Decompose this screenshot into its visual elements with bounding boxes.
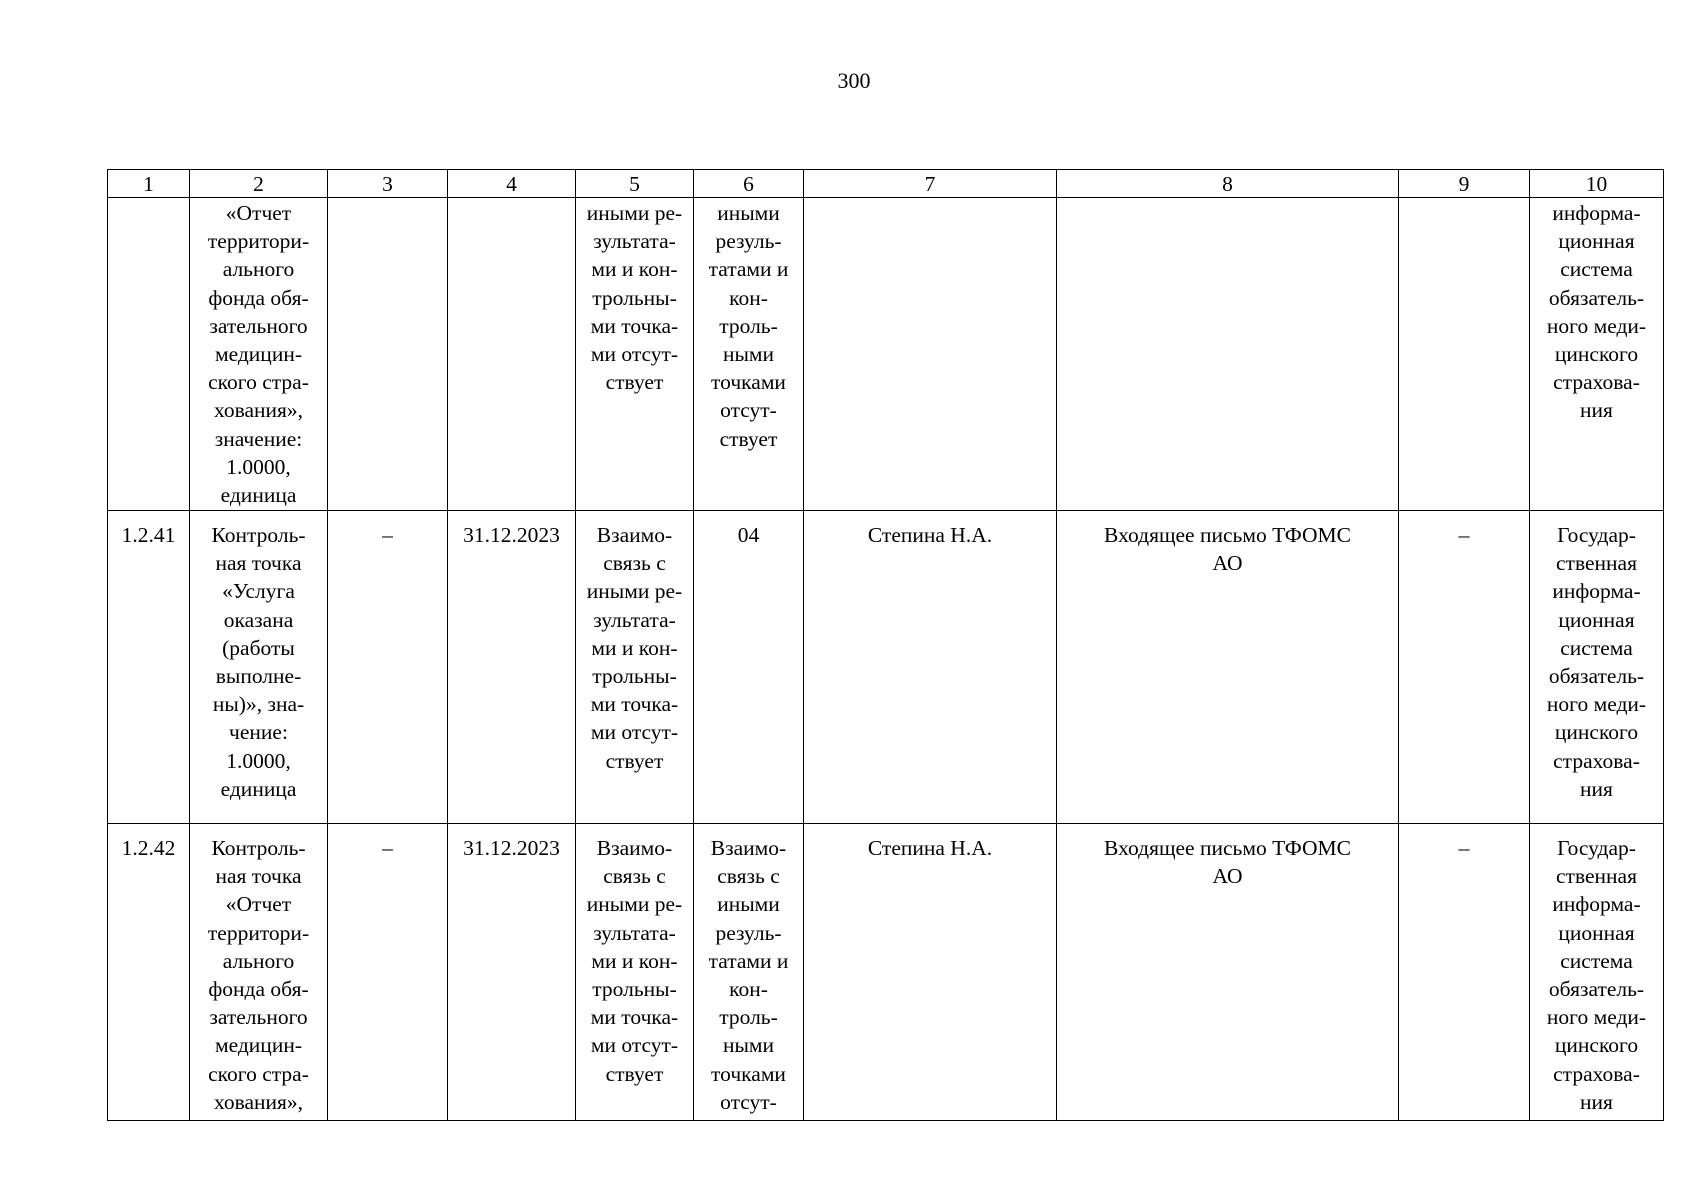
cell-text: Входящее письмо ТФОМС АО (1104, 523, 1351, 576)
cell-text: Государ- ственная информа- ционная система обязатель- ного меди- цинского страхова- ния (1546, 836, 1647, 1114)
cell-text: – (1458, 523, 1470, 547)
table-cell (694, 511, 804, 824)
cell-text: Взаимо- связь с иными ре- зультата- ми и кон- трольны- ми точка- ми отсут- ствует (586, 836, 683, 1086)
cell-text: Взаимо- связь с иными ре- зультата- ми и кон- трольны- ми точка- ми отсут- ствует (586, 523, 683, 773)
table-cell (576, 511, 694, 824)
page-number: 300 (837, 68, 871, 93)
table-cell (804, 511, 1057, 824)
column-header: 9 (1399, 170, 1530, 198)
table-cell (108, 824, 190, 1121)
table-cell (190, 198, 328, 511)
table-cell (190, 824, 328, 1121)
row-number: 1.2.42 (121, 836, 176, 860)
table-cell (108, 511, 190, 824)
table-row (108, 824, 1664, 1121)
cell-text: 04 (737, 523, 760, 547)
cell-text: иными резуль- татами и кон- троль- ными точками отсут- ствует (708, 201, 789, 451)
cell-text: информа- ционная система обязатель- ного меди- цинского страхова- ния (1546, 201, 1647, 423)
cell-text (330, 198, 445, 199)
cell-text: Входящее письмо ТФОМС АО (1104, 836, 1351, 889)
table-cell (1057, 198, 1399, 511)
table-cell (448, 824, 576, 1121)
date-text: 31.12.2023 (463, 836, 560, 860)
cell-text: – (382, 523, 393, 547)
cell-text: Контроль- ная точка «Отчет территори- ального фонда обя- зательного медицин- ского стра- хования», (207, 836, 310, 1114)
date-text: 31.12.2023 (463, 523, 560, 547)
document-table (107, 169, 1664, 1121)
responsible-name: Степина Н.А. (867, 836, 993, 860)
table-cell (328, 511, 448, 824)
table-cell (328, 198, 448, 511)
cell-text: Государ- ственная информа- ционная система обязатель- ного меди- цинского страхова- ния (1546, 523, 1647, 801)
column-header: 10 (1530, 170, 1664, 198)
cell-text (110, 198, 187, 199)
column-header: 5 (576, 170, 694, 198)
responsible-name: Степина Н.А. (867, 523, 993, 547)
table-cell (1399, 198, 1530, 511)
cell-text: Взаимо- связь с иными резуль- татами и кон- троль- ными точками отсут- (708, 836, 789, 1114)
column-header: 7 (804, 170, 1057, 198)
cell-text: иными ре- зультата- ми и кон- трольны- ми точка- ми отсут- ствует (586, 201, 683, 395)
column-header: 6 (694, 170, 804, 198)
table-cell (190, 511, 328, 824)
cell-text: «Отчет территори- ального фонда обя- зательного медицин- ского стра- хования», значение: 1.0000, единица (207, 201, 310, 508)
cell-text (806, 198, 1054, 199)
column-header: 3 (328, 170, 448, 198)
table-cell (1530, 511, 1664, 824)
table-cell (108, 198, 190, 511)
table-cell (448, 511, 576, 824)
column-header: 1 (108, 170, 190, 198)
table-cell (448, 198, 576, 511)
column-header: 2 (190, 170, 328, 198)
cell-text: – (1458, 836, 1470, 860)
table-cell (1530, 198, 1664, 511)
table-row (108, 511, 1664, 824)
table-cell (694, 198, 804, 511)
table-row (108, 198, 1664, 511)
cell-text: Контроль- ная точка «Услуга оказана (работы выполне- ны)», зна- чение: 1.0000, единица (211, 523, 306, 801)
table-cell (328, 824, 448, 1121)
column-header: 8 (1057, 170, 1399, 198)
table-cell (1399, 511, 1530, 824)
cell-text (450, 198, 573, 199)
table-cell (804, 198, 1057, 511)
cell-text (1059, 198, 1396, 199)
column-header: 4 (448, 170, 576, 198)
table-cell (576, 198, 694, 511)
table-cell (1530, 824, 1664, 1121)
cell-text (1401, 198, 1527, 199)
table-cell (576, 824, 694, 1121)
table-cell (1057, 511, 1399, 824)
row-number: 1.2.41 (121, 523, 176, 547)
cell-text: – (382, 836, 393, 860)
table-cell (1399, 824, 1530, 1121)
table-cell (694, 824, 804, 1121)
table-cell (804, 824, 1057, 1121)
table-cell (1057, 824, 1399, 1121)
table-header-row (108, 170, 1664, 198)
